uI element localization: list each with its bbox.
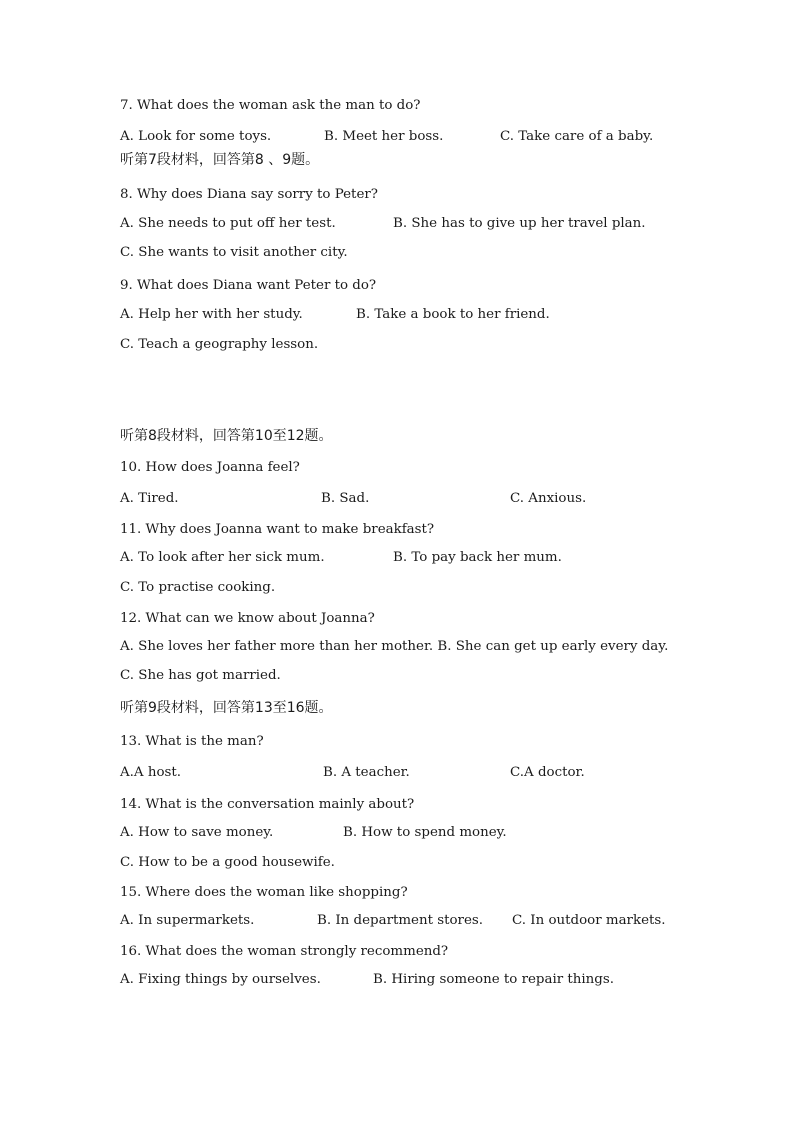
q11-option-b: B. To pay back her mum. <box>393 550 562 565</box>
q10-option-a: A. Tired. <box>120 491 179 506</box>
question-8: 8. Why does Diana say sorry to Peter? <box>120 187 378 202</box>
q15-option-c: C. In outdoor markets. <box>512 913 666 928</box>
question-14: 14. What is the conversation mainly about? <box>120 797 415 812</box>
q16-option-a: A. Fixing things by ourselves. <box>120 972 321 987</box>
q11-option-a: A. To look after her sick mum. <box>120 550 325 565</box>
q10-option-c: C. Anxious. <box>510 491 587 506</box>
q12-options-ab: A. She loves her father more than her mother. B. She can get up early every day. <box>120 639 669 654</box>
question-9: 9. What does Diana want Peter to do? <box>120 278 377 293</box>
q12-option-c: C. She has got married. <box>120 668 281 683</box>
question-15: 15. Where does the woman like shopping? <box>120 885 408 900</box>
q10-option-b: B. Sad. <box>321 491 370 506</box>
question-11: 11. Why does Joanna want to make breakfast? <box>120 522 435 537</box>
q7-option-a: A. Look for some toys. <box>120 129 272 144</box>
question-10: 10. How does Joanna feel? <box>120 460 300 475</box>
q15-option-b: B. In department stores. <box>317 913 484 928</box>
q11-option-c: C. To practise cooking. <box>120 580 276 595</box>
q13-option-c: C.A doctor. <box>510 765 585 780</box>
section-9-heading: 听第9段材料，回答第13至16题。 <box>120 700 333 716</box>
q9-option-b: B. Take a book to her friend. <box>356 307 550 322</box>
question-16: 16. What does the woman strongly recommend? <box>120 944 449 959</box>
q13-option-b: B. A teacher. <box>323 765 410 780</box>
section-7-heading: 听第7段材料，回答第8 、9题。 <box>120 152 320 168</box>
q7-option-c: C. Take care of a baby. <box>500 129 654 144</box>
q16-option-b: B. Hiring someone to repair things. <box>373 972 615 987</box>
section-8-heading: 听第8段材料，回答第10至12题。 <box>120 428 333 444</box>
q7-option-b: B. Meet her boss. <box>324 129 444 144</box>
question-12: 12. What can we know about Joanna? <box>120 611 375 626</box>
question-13: 13. What is the man? <box>120 734 264 749</box>
q14-option-b: B. How to spend money. <box>343 825 507 840</box>
q13-option-a: A.A host. <box>120 765 182 780</box>
q14-option-a: A. How to save money. <box>120 825 274 840</box>
question-7: 7. What does the woman ask the man to do? <box>120 98 421 113</box>
q8-option-a: A. She needs to put off her test. <box>120 216 336 231</box>
q8-option-c: C. She wants to visit another city. <box>120 245 348 260</box>
q9-option-c: C. Teach a geography lesson. <box>120 337 319 352</box>
q15-option-a: A. In supermarkets. <box>120 913 255 928</box>
q14-option-c: C. How to be a good housewife. <box>120 855 335 870</box>
q8-option-b: B. She has to give up her travel plan. <box>393 216 646 231</box>
q9-option-a: A. Help her with her study. <box>120 307 303 322</box>
